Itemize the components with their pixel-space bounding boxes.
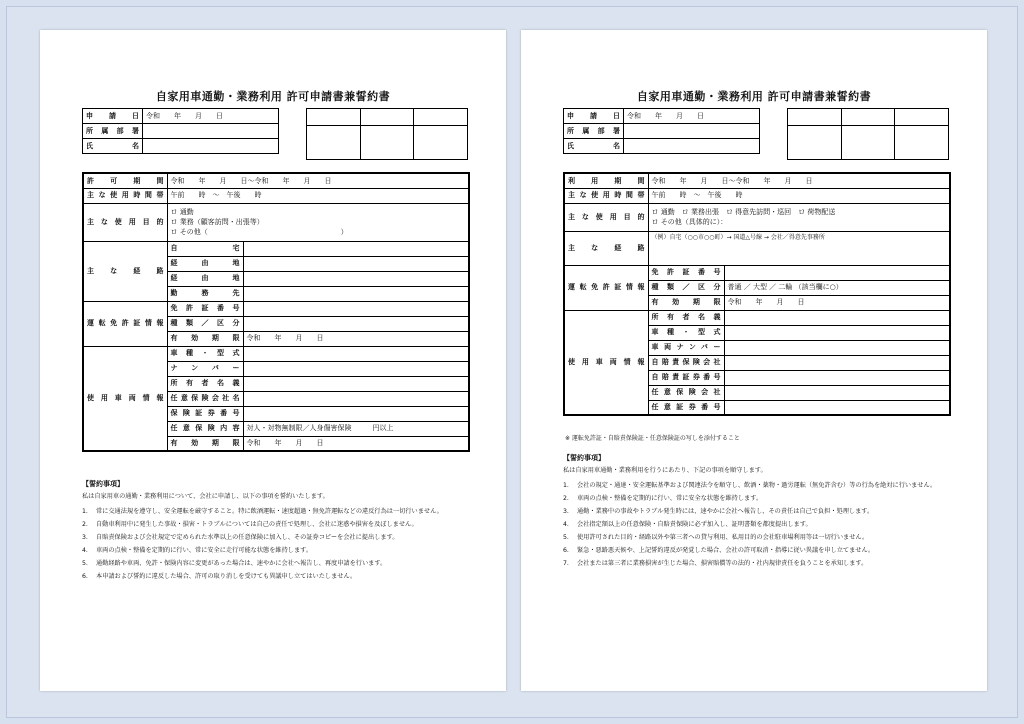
purpose-option-other[interactable]: ロ その他（ ） [170,228,348,236]
department-label: 所 属 部 署 [83,124,143,139]
license-number-label: 免 許 証 番 号 [167,301,243,316]
pledge-item: 6. 緊急・悪路悪天候や、上記誓約違反が発覚した場合、会社の許可取消・指導に従い異議を申し立てません。 [563,547,875,554]
vehicle-owner-label: 所 有 者 名 義 [167,376,243,391]
stamp-box[interactable] [307,109,361,126]
route-home-field[interactable] [243,241,469,256]
stamp-box[interactable] [788,109,842,126]
voluntary-insurer-field[interactable] [724,385,950,400]
vehicle-number-label: 車両ナンバー [648,340,724,355]
pledge-item: 4. 会社指定額以上の任意保険・自賠責保険に必ず加入し、証明書類を都度提出します。 [563,521,812,528]
vehicle-model-label: 車 種 ・ 型 式 [167,346,243,361]
license-type-label: 種 類 ／ 区 分 [648,280,724,295]
apply-date-field[interactable]: 令和 年 月 日 [143,109,279,124]
vehicle-owner-field[interactable] [243,376,469,391]
purpose-option-business[interactable]: ロ 業務（顧客訪問・出張等） [170,218,264,226]
vehicle-owner-label: 所 有 者 名 義 [648,310,724,325]
pledge-heading: 【誓約事項】 [563,454,605,462]
license-expiry-label: 有 効 期 限 [648,295,724,310]
cali-policy-label: 自賠責証券番号 [648,370,724,385]
route-work-field[interactable] [243,286,469,301]
purpose-other-line[interactable]: ロ その他（具体的に）： [651,218,728,226]
purpose-option-commute[interactable]: ロ 通勤 [170,208,194,216]
applicant-table [82,108,279,154]
vehicle-number-field[interactable] [243,361,469,376]
department-field[interactable] [143,124,279,139]
apply-date-label: 申 請 日 [564,109,624,124]
pledge-item: 5. 使用許可された目的・経路以外や第三者への貸与利用、私用目的の会社駐車場利用等は一切行いません。 [563,534,869,541]
permit-period-label: 許 可 期 間 [83,173,167,188]
purpose-label: 主な使用目的 [564,203,648,231]
use-period-field[interactable]: 令和 年 月 日～令和 年 月 日 [648,173,950,188]
voluntary-policy-field[interactable] [724,400,950,415]
stamp-box[interactable] [414,126,468,160]
voluntary-policy-label: 任意証券番号 [648,400,724,415]
license-label: 運転免許証情報 [564,265,648,310]
vehicle-number-field[interactable] [724,340,950,355]
license-expiry-field[interactable]: 令和 年 月 日 [243,331,469,346]
license-type-field[interactable] [243,316,469,331]
stamp-box[interactable] [414,109,468,126]
pledge-item: 6. 本申請および誓約に違反した場合、許可の取り消しを受けても異議申し立てはいたしません。 [82,573,357,580]
license-number-label: 免 許 証 番 号 [648,265,724,280]
insurer-field[interactable] [243,391,469,406]
pledge-section [82,480,470,585]
hours-field[interactable]: 午前 時 ～ 午後 時 [167,188,469,203]
pledge-intro: 私は自家用車の通勤・業務利用について、会社に申請し、以下の事項を誓約いたします。 [82,493,329,500]
license-number-field[interactable] [724,265,950,280]
route-label: 主 な 経 路 [564,231,648,265]
vehicle-model-label: 車 種 ・ 型 式 [648,325,724,340]
permit-period-field[interactable]: 令和 年 月 日～令和 年 月 日 [167,173,469,188]
pledge-item: 4. 車両の点検・整備を定期的に行い、常に安全に走行可能な状態を維持します。 [82,547,313,554]
insurance-coverage-label: 任 意 保 険 内 容 [167,421,243,436]
apply-date-label: 申 請 日 [83,109,143,124]
stamp-box[interactable] [360,109,414,126]
route-label: 主 な 経 路 [83,241,167,301]
purpose-options-line[interactable]: ロ 通勤 ロ 業務出張 ロ 得意先訪問・巡回 ロ 荷物配送 [651,208,836,216]
name-field[interactable] [143,139,279,154]
pledge-item: 5. 通勤経路や車両、免許・保険内容に変更があった場合は、速やかに会社へ報告し、再度申請を行います。 [82,560,387,567]
vehicle-owner-field[interactable] [724,310,950,325]
pledge-heading: 【誓約事項】 [82,480,124,488]
pledge-item: 7. 会社または第三者に業務損害が生じた場合、損害賠償等の法的・社内規律責任を負うことを承知します。 [563,560,868,567]
purpose-options [648,203,950,231]
pledge-item: 1. 常に交通法規を遵守し、安全運転を厳守すること。特に飲酒運転・速度超過・無免許運転などの違反行為は一切行いません。 [82,508,443,515]
stamp-box[interactable] [895,126,949,160]
department-label: 所 属 部 署 [564,124,624,139]
stamp-box[interactable] [841,109,895,126]
hours-label: 主な使用時間帯 [83,188,167,203]
route-via-label: 経 由 地 [167,271,243,286]
department-field[interactable] [624,124,760,139]
name-field[interactable] [624,139,760,154]
route-field[interactable]: （例）自宅（○○市○○町）→ 国道△号線 → 会社／得意先事務所 [648,231,950,265]
route-home-label: 自 宅 [167,241,243,256]
vehicle-model-field[interactable] [724,325,950,340]
license-expiry-label: 有 効 期 限 [167,331,243,346]
license-type-label: 種 類 ／ 区 分 [167,316,243,331]
vehicle-expiry-label: 有 効 期 限 [167,436,243,451]
purpose-label: 主な使用目的 [83,203,167,241]
apply-date-field[interactable]: 令和 年 月 日 [624,109,760,124]
use-period-label: 利 用 期 間 [564,173,648,188]
page-title: 自家用車通勤・業務利用 許可申請書兼誓約書 [155,90,391,103]
hours-field[interactable]: 午前 時 ～ 午後 時 [648,188,950,203]
name-label: 氏 名 [564,139,624,154]
vehicle-expiry-field[interactable]: 令和 年 月 日 [243,436,469,451]
stamp-box[interactable] [360,126,414,160]
cali-insurer-field[interactable] [724,355,950,370]
route-via-field[interactable] [243,271,469,286]
attachment-note: ※ 運転免許証・自賠責保険証・任意保険証の写しを添付すること [565,435,740,442]
license-type-field[interactable]: 普通 ／ 大型 ／ 二輪 （該当欄に○） [724,280,950,295]
route-via-field[interactable] [243,256,469,271]
pledge-list [563,481,951,568]
vehicle-label: 使用車両情報 [564,310,648,415]
stamp-box[interactable] [841,126,895,160]
pledge-item: 2. 自動車利用中に発生した事故・損害・トラブルについては自己の責任で処理し、会社に迷惑や損害を及ぼしません。 [82,521,418,528]
cali-policy-field[interactable] [724,370,950,385]
voluntary-insurer-label: 任 意 保 険 会 社 [648,385,724,400]
stamp-boxes [306,108,468,160]
vehicle-model-field[interactable] [243,346,469,361]
vehicle-number-label: ナ ン バ ー [167,361,243,376]
hours-label: 主な使用時間帯 [564,188,648,203]
license-number-field[interactable] [243,301,469,316]
policy-number-field[interactable] [243,406,469,421]
insurer-label: 任意保険会社名 [167,391,243,406]
pledge-intro: 私は自家用車通勤・業務利用を行うにあたり、下記の事項を順守します。 [563,467,767,474]
stamp-boxes [787,108,949,160]
page-title: 自家用車通勤・業務利用 許可申請書兼誓約書 [636,90,872,103]
license-expiry-field[interactable]: 令和 年 月 日 [724,295,950,310]
pledge-item: 1. 会社の規定・通達・安全運転基準および関連法令を順守し、飲酒・薬物・過労運転（無免許含む）等の行為を絶対に行いません。 [563,482,937,489]
stamp-box[interactable] [895,109,949,126]
applicant-table [563,108,760,154]
stamp-box[interactable] [307,126,361,160]
insurance-coverage-field[interactable]: 対人・対物無制限／人身傷害保険 円以上 [243,421,469,436]
main-form-table [563,172,951,416]
pledge-section [563,454,951,572]
purpose-options [167,203,469,241]
cali-insurer-label: 自賠責保険会社 [648,355,724,370]
policy-number-label: 保 険 証 券 番 号 [167,406,243,421]
route-work-label: 勤 務 先 [167,286,243,301]
pledge-item: 3. 自賠責保険および会社規定で定められた水準以上の任意保険に加入し、その証券コピーを会社に提出します。 [82,534,399,541]
name-label: 氏 名 [83,139,143,154]
route-via-label: 経 由 地 [167,256,243,271]
license-label: 運転免許証情報 [83,301,167,346]
stamp-box[interactable] [788,126,842,160]
vehicle-label: 使用車両情報 [83,346,167,451]
form-page-left [40,30,506,691]
pledge-list [82,507,470,581]
form-page-right [521,30,987,691]
pledge-item: 3. 通勤・業務中の事故やトラブル発生時には、速やかに会社へ報告し、その責任は自己で負担・処理します。 [563,508,874,515]
main-form-table [82,172,470,452]
pledge-item: 2. 車両の点検・整備を定期的に行い、常に安全な状態を維持します。 [563,495,763,502]
